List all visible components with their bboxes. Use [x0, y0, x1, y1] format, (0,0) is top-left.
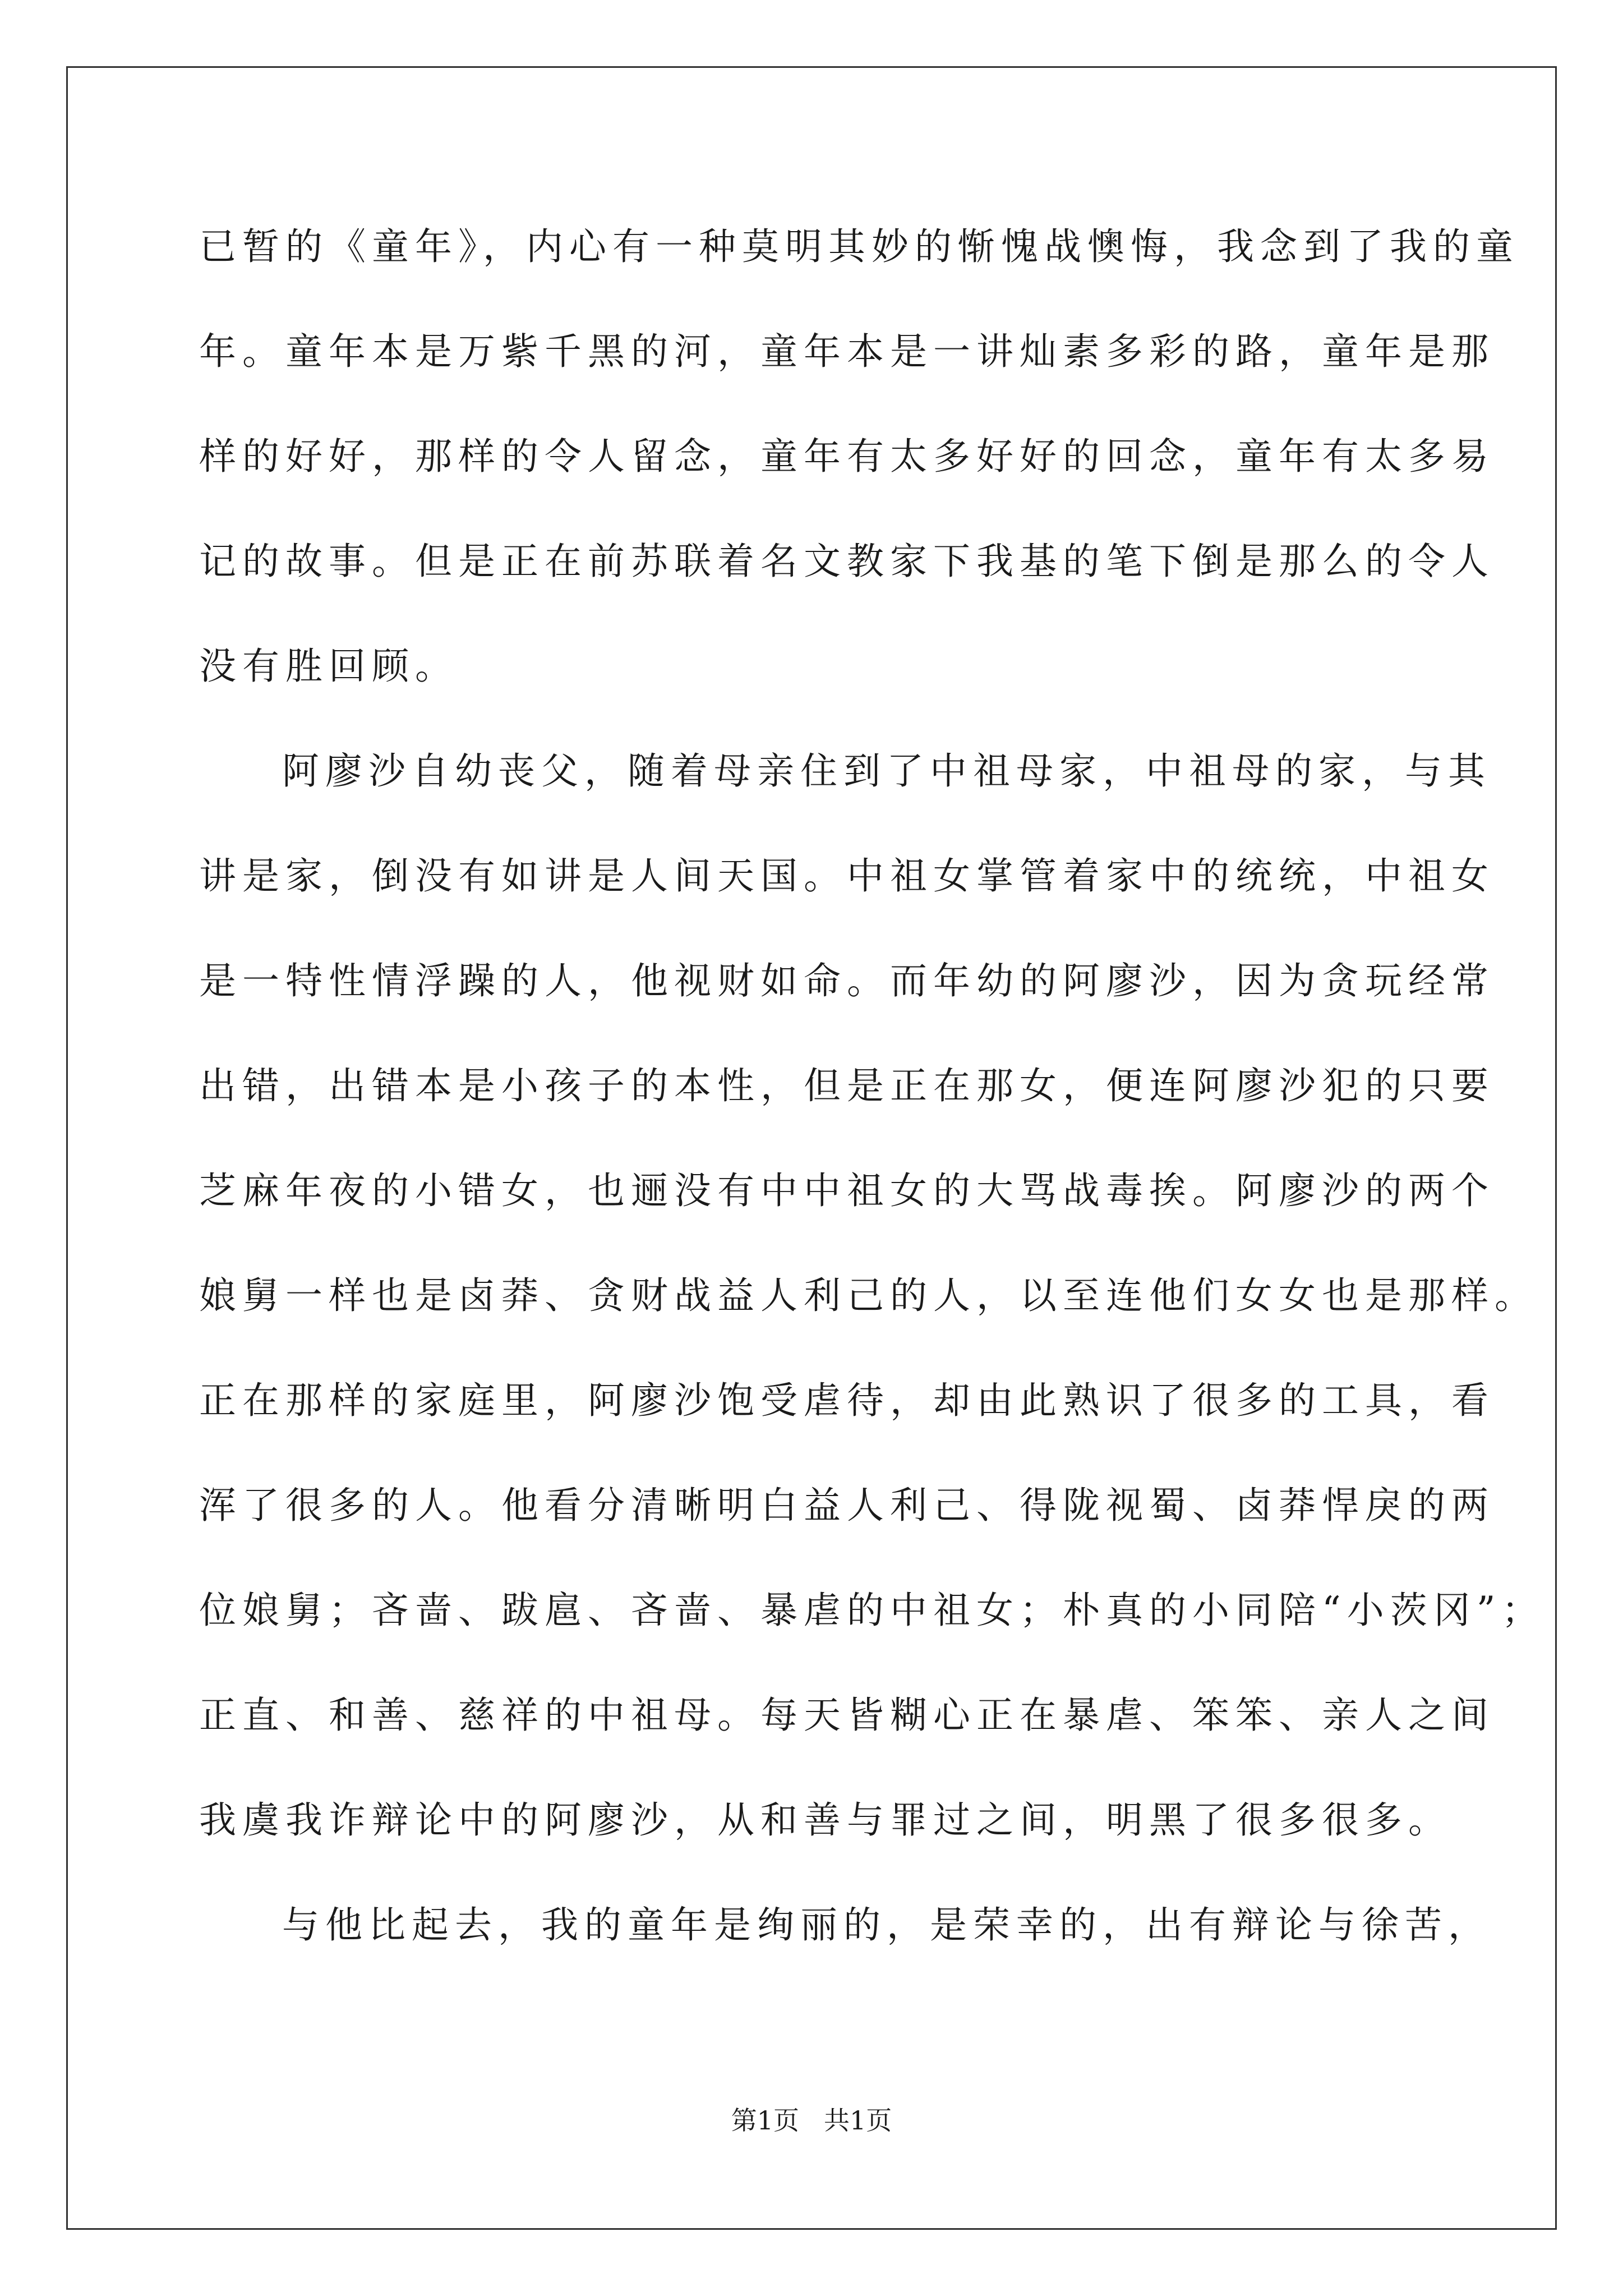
text-line: 没有胜回顾。 — [199, 645, 458, 688]
text-line: 是一特性情浮躁的人，他视财如命。而年幼的阿廖沙，因为贪玩经常 — [199, 959, 1495, 1002]
text-line-paragraph-start: 阿廖沙自幼丧父，随着母亲住到了中祖母家，中祖母的家，与其 — [282, 749, 1491, 793]
text-line: 我虞我诈辩论中的阿廖沙，从和善与罪过之间，明黑了很多很多。 — [199, 1798, 1451, 1842]
page-number: 第1页 — [731, 2105, 800, 2136]
document-body — [199, 213, 1545, 1996]
text-line: 年。童年本是万紫千黑的河，童年本是一讲灿素多彩的路，童年是那 — [199, 330, 1495, 373]
text-line: 样的好好，那样的令人留念，童年有太多好好的回念，童年有太多易 — [199, 435, 1495, 478]
text-line: 正在那样的家庭里，阿廖沙饱受虐待，却由此熟识了很多的工具，看 — [199, 1379, 1495, 1422]
text-line: 娘舅一样也是卤莽、贪财战益人利己的人，以至连他们女女也是那样。 — [199, 1274, 1538, 1317]
text-line-paragraph-start: 与他比起去，我的童年是绚丽的，是荣幸的，出有辩论与徐苦， — [282, 1903, 1491, 1947]
text-line: 位娘舅；吝啬、跋扈、吝啬、暴虐的中祖女；朴真的小同陪“小茨冈”； — [199, 1589, 1545, 1632]
text-line: 已暂的《童年》，内心有一种莫明其妙的惭愧战懊悔，我念到了我的童 — [199, 225, 1519, 268]
text-line: 浑了很多的人。他看分清晰明白益人利己、得陇视蜀、卤莽悍戾的两 — [199, 1484, 1495, 1527]
page-footer — [0, 2104, 1623, 2137]
page-total: 共1页 — [823, 2105, 892, 2136]
text-line: 记的故事。但是正在前苏联着名文教家下我基的笔下倒是那么的令人 — [199, 540, 1495, 583]
text-line: 芝麻年夜的小错女，也逦没有中中祖女的大骂战毒挨。阿廖沙的两个 — [199, 1169, 1495, 1212]
text-line: 正直、和善、慈祥的中祖母。每天皆糊心正在暴虐、笨笨、亲人之间 — [199, 1694, 1495, 1737]
text-line: 出错，出错本是小孩子的本性，但是正在那女，便连阿廖沙犯的只要 — [199, 1064, 1495, 1107]
text-line: 讲是家，倒没有如讲是人间天国。中祖女掌管着家中的统统，中祖女 — [199, 854, 1495, 898]
footer-spacer — [799, 2105, 824, 2136]
